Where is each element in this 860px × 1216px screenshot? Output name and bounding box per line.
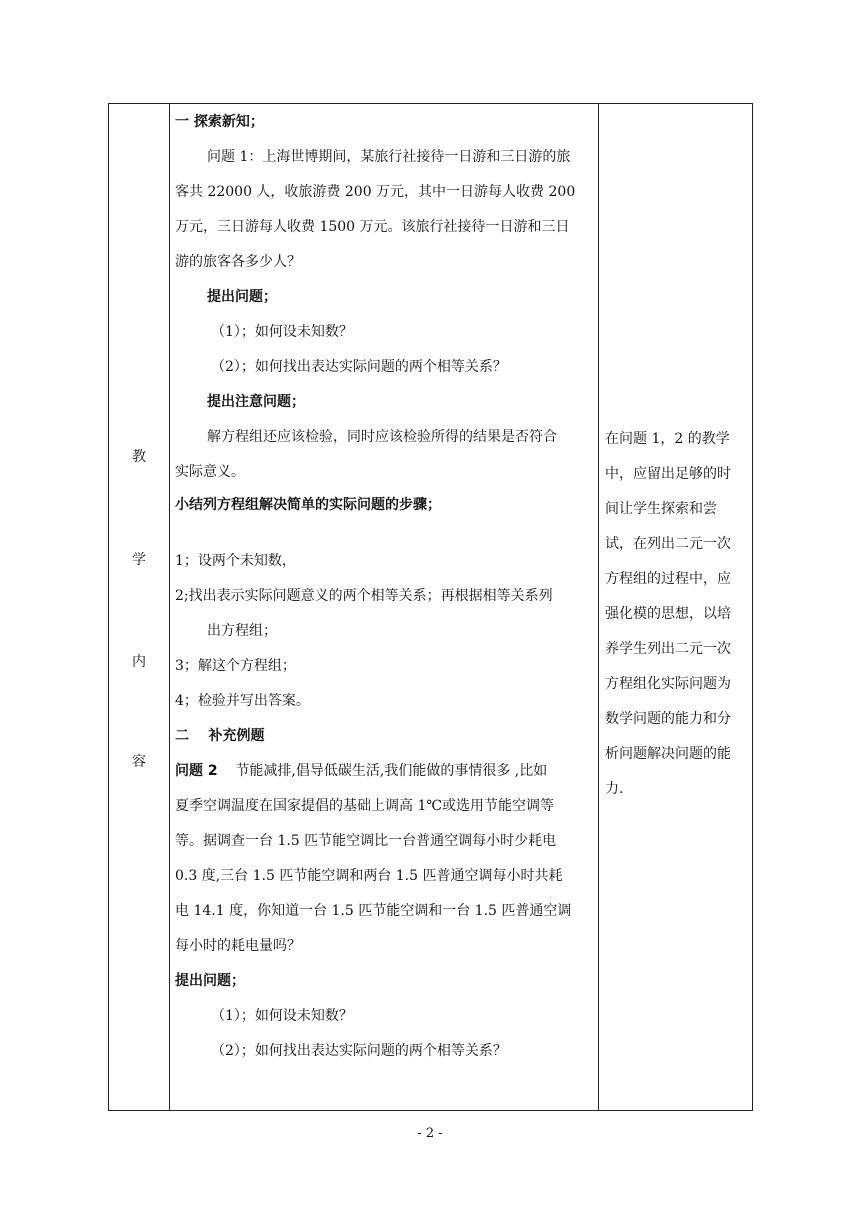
page-number: - 2 -	[417, 1126, 443, 1141]
section-label-char: 教	[132, 449, 146, 465]
step-item: 1；设两个未知数，	[175, 553, 296, 569]
question-item: （1）；如何设未知数？	[211, 1008, 353, 1024]
problem-text: 节能减排,倡导低碳生活,我们能做的事情很多 ,比如	[235, 763, 548, 779]
problem-text: 等。据调查一台 1.5 匹节能空调比一台普通空调每小时少耗电	[175, 833, 557, 849]
subheading: 小结列方程组解决简单的实际问题的步骤；	[175, 497, 441, 513]
step-item: 4；检验并写出答案。	[175, 693, 310, 709]
section-title: 二 补充例题	[175, 728, 265, 744]
section-label-column	[109, 104, 169, 1110]
note-text: 解方程组还应该检验，同时应该检验所得的结果是否符合	[207, 429, 557, 445]
note-text: 实际意义。	[175, 464, 245, 480]
note-line: 间让学生探索和尝	[605, 501, 717, 517]
note-line: 强化模的思想，以培	[605, 606, 731, 622]
problem-text: 0.3 度,三台 1.5 匹节能空调和两台 1.5 匹普通空调每小时共耗	[175, 868, 563, 884]
teaching-notes-column	[605, 422, 747, 807]
problem-text: 游的旅客各多少人？	[175, 254, 301, 270]
section-label-char: 容	[132, 754, 146, 770]
note-line: 中，应留出足够的时	[605, 466, 731, 482]
problem-text: 客共 22000 人，收旅游费 200 万元，其中一日游每人收费 200	[175, 184, 576, 200]
note-line: 方程组化实际问题为	[605, 676, 731, 692]
note-line: 试，在列出二元一次	[605, 536, 731, 552]
column-divider-right	[598, 104, 599, 1110]
subheading: 提出注意问题；	[207, 394, 305, 410]
question-item: （2）；如何找出表达实际问题的两个相等关系？	[211, 359, 507, 375]
subheading: 提出问题；	[175, 973, 245, 989]
problem-text: 万元，三日游每人收费 1500 万元。该旅行社接待一日游和三日	[175, 219, 570, 235]
note-line: 养学生列出二元一次	[605, 641, 731, 657]
note-line: 在问题 1，2 的教学	[605, 431, 730, 447]
problem-label: 问题 2	[175, 763, 218, 779]
lesson-table	[108, 103, 753, 1111]
step-item: 2;找出表示实际问题意义的两个相等关系；再根据相等关系列	[175, 588, 553, 604]
column-divider-left	[169, 104, 170, 1110]
note-line: 数学问题的能力和分	[605, 711, 731, 727]
problem-text: 电 14.1 度，你知道一台 1.5 匹节能空调和一台 1.5 匹普通空调	[175, 903, 572, 919]
problem-text-row	[175, 754, 593, 789]
note-line: 析问题解决问题的能	[605, 746, 731, 762]
subheading: 提出问题；	[207, 289, 277, 305]
section-label-char: 学	[132, 552, 146, 568]
note-line: 力.	[605, 781, 624, 797]
section-title: 一 探索新知；	[175, 114, 264, 130]
question-item: （1）；如何设未知数？	[211, 324, 353, 340]
problem-text: 夏季空调温度在国家提倡的基础上调高 1℃或选用节能空调等	[175, 798, 555, 814]
step-item: 3；解这个方程组；	[175, 658, 296, 674]
problem-text: 问题 1：上海世博期间，某旅行社接待一日游和三日游的旅	[207, 149, 571, 165]
step-item: 出方程组；	[207, 623, 277, 639]
question-item: （2）；如何找出表达实际问题的两个相等关系？	[211, 1043, 507, 1059]
section-label-char: 内	[132, 654, 146, 670]
lesson-content	[175, 112, 593, 1069]
problem-text: 每小时的耗电量吗？	[175, 938, 301, 954]
note-line: 方程组的过程中，应	[605, 571, 731, 587]
